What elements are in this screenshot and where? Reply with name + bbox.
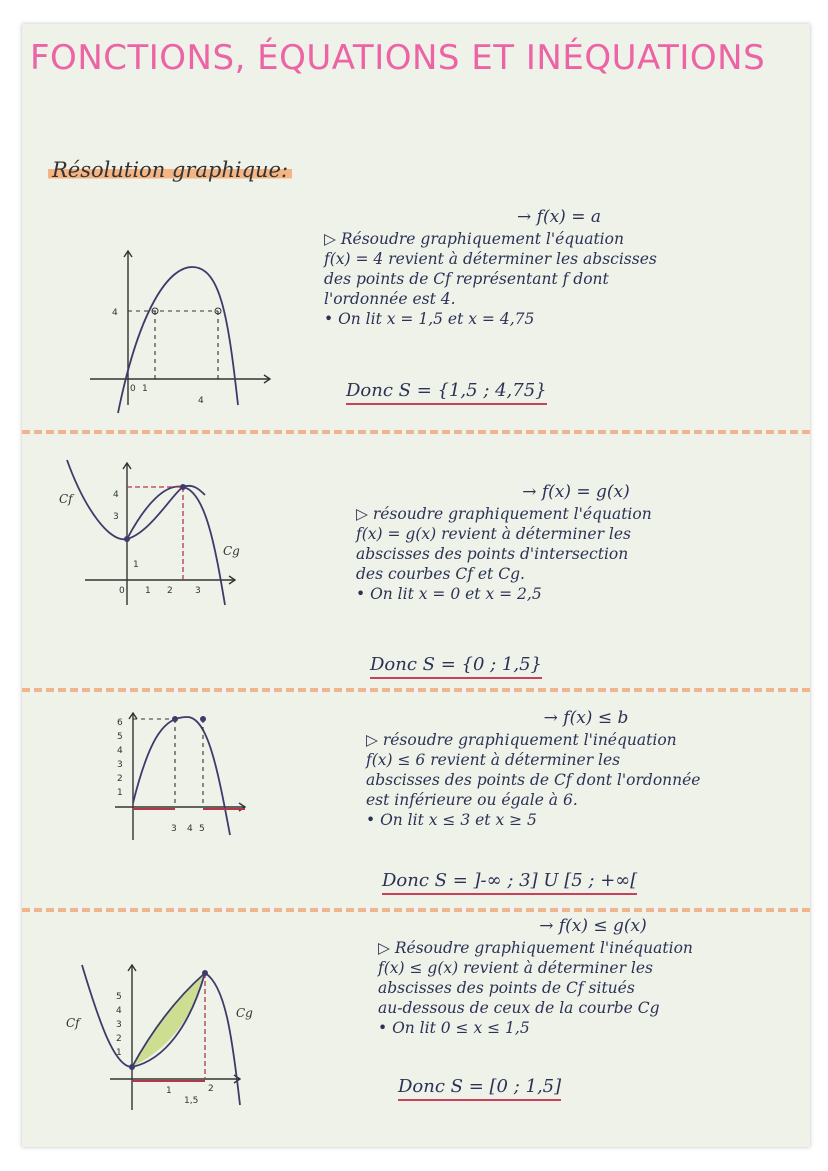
section-1-line: l'ordonnée est 4. <box>324 290 456 308</box>
graph-3-xtick-5: 5 <box>199 824 205 834</box>
graph-3-point-1 <box>172 716 178 722</box>
graph-3-ytick-3: 3 <box>117 760 123 770</box>
section-2-line: des courbes Cf et Cg. <box>356 565 525 583</box>
graph-1 <box>80 245 280 415</box>
section-3-line: • On lit x ≤ 3 et x ≥ 5 <box>366 811 537 829</box>
graph-2-ytick-4: 4 <box>113 490 119 500</box>
section-4-solution: Donc S = [0 ; 1,5] <box>398 1076 561 1101</box>
separator-2 <box>22 688 810 692</box>
section-4-line: • On lit 0 ≤ x ≤ 1,5 <box>378 1019 530 1037</box>
graph-4-ytick-1: 1 <box>116 1048 122 1058</box>
section-4-heading: → f(x) ≤ g(x) <box>539 916 647 936</box>
section-1-line: f(x) = 4 revient à déterminer les abscisses <box>324 250 657 268</box>
section-1-line: • On lit x = 1,5 et x = 4,75 <box>324 310 535 328</box>
graph-4-xtick-1-5: 1,5 <box>184 1096 199 1106</box>
section-3-line: abscisses des points de Cf dont l'ordonnée <box>366 771 701 789</box>
graph-2-curve-f <box>67 460 205 539</box>
graph-2-xtick-1: 1 <box>145 586 151 596</box>
section-4-text <box>378 916 808 1038</box>
section-2-heading: → f(x) = g(x) <box>522 482 630 502</box>
graph-1-xtick-4: 4 <box>198 396 204 406</box>
section-2-line: • On lit x = 0 et x = 2,5 <box>356 585 542 603</box>
graph-2 <box>55 455 255 620</box>
graph-2-label-cf: Cf <box>59 492 73 506</box>
page-title: FONCTIONS, ÉQUATIONS ET INÉQUATIONS <box>30 38 766 78</box>
section-3-solution: Donc S = ]-∞ ; 3] U [5 ; +∞[ <box>382 870 637 895</box>
graph-1-xtick-0: 0 <box>130 384 136 394</box>
section-1-text <box>324 207 794 329</box>
separator-3 <box>22 908 810 912</box>
graph-4-region-fill <box>132 973 205 1067</box>
section-4-line: au-dessous de ceux de la courbe Cg <box>378 999 660 1017</box>
graph-3 <box>95 705 265 855</box>
graph-4-xtick-1: 1 <box>166 1086 172 1096</box>
graph-2-label-cg: Cg <box>223 544 240 558</box>
graph-4-point-1 <box>129 1064 135 1070</box>
section-3-line: f(x) ≤ 6 revient à déterminer les <box>366 751 621 769</box>
graph-4-ytick-4: 4 <box>116 1006 122 1016</box>
section-1-line: ▷ Résoudre graphiquement l'équation <box>324 230 624 248</box>
graph-2-ytick-1: 1 <box>133 560 139 570</box>
graph-1-ytick-4: 4 <box>112 308 118 318</box>
graph-3-ytick-5: 5 <box>117 732 123 742</box>
graph-4-ytick-2: 2 <box>116 1034 122 1044</box>
graph-4-ytick-3: 3 <box>116 1020 122 1030</box>
graph-2-curve-g <box>127 487 225 605</box>
section-1-solution: Donc S = {1,5 ; 4,75} <box>346 380 547 405</box>
graph-3-point-2 <box>200 716 206 722</box>
graph-4-xtick-2: 2 <box>208 1084 214 1094</box>
section-2-line: f(x) = g(x) revient à déterminer les <box>356 525 632 543</box>
section-2-line: ▷ résoudre graphiquement l'équation <box>356 505 652 523</box>
graph-2-ytick-3: 3 <box>113 512 119 522</box>
graph-3-ytick-6: 6 <box>117 718 123 728</box>
graph-4 <box>60 955 270 1120</box>
graph-2-point-2 <box>180 484 186 490</box>
graph-3-xtick-3: 3 <box>171 824 177 834</box>
section-4-line: f(x) ≤ g(x) revient à déterminer les <box>378 959 654 977</box>
graph-2-xtick-2: 2 <box>167 586 173 596</box>
graph-4-label-cg: Cg <box>236 1006 253 1020</box>
section-3-line: ▷ résoudre graphiquement l'inéquation <box>366 731 677 749</box>
graph-3-ytick-2: 2 <box>117 774 123 784</box>
section-3-line: est inférieure ou égale à 6. <box>366 791 578 809</box>
section-1-line: des points de Cf représentant f dont <box>324 270 609 288</box>
graph-3-ytick-4: 4 <box>117 746 123 756</box>
graph-3-curve-f <box>133 717 230 835</box>
section-subtitle: Résolution graphique: <box>48 158 292 182</box>
section-2-solution: Donc S = {0 ; 1,5} <box>370 654 542 679</box>
section-3-text <box>366 708 806 830</box>
section-2-line: abscisses des points d'intersection <box>356 545 629 563</box>
section-4-line: abscisses des points de Cf situés <box>378 979 635 997</box>
section-1-heading: → f(x) = a <box>517 207 601 227</box>
graph-2-xtick-0: 0 <box>119 586 125 596</box>
separator-1 <box>22 430 810 434</box>
graph-4-point-2 <box>202 970 208 976</box>
section-3-heading: → f(x) ≤ b <box>543 708 629 728</box>
section-2-text <box>356 482 796 604</box>
section-4-line: ▷ Résoudre graphiquement l'inéquation <box>378 939 693 957</box>
graph-4-label-cf: Cf <box>66 1016 80 1030</box>
graph-2-xtick-3: 3 <box>195 586 201 596</box>
graph-3-xtick-4: 4 <box>187 824 193 834</box>
graph-4-ytick-5: 5 <box>116 992 122 1002</box>
graph-1-curve-f <box>118 267 238 413</box>
graph-3-ytick-1: 1 <box>117 788 123 798</box>
graph-2-point-1 <box>124 536 130 542</box>
graph-1-xtick-1: 1 <box>142 384 148 394</box>
